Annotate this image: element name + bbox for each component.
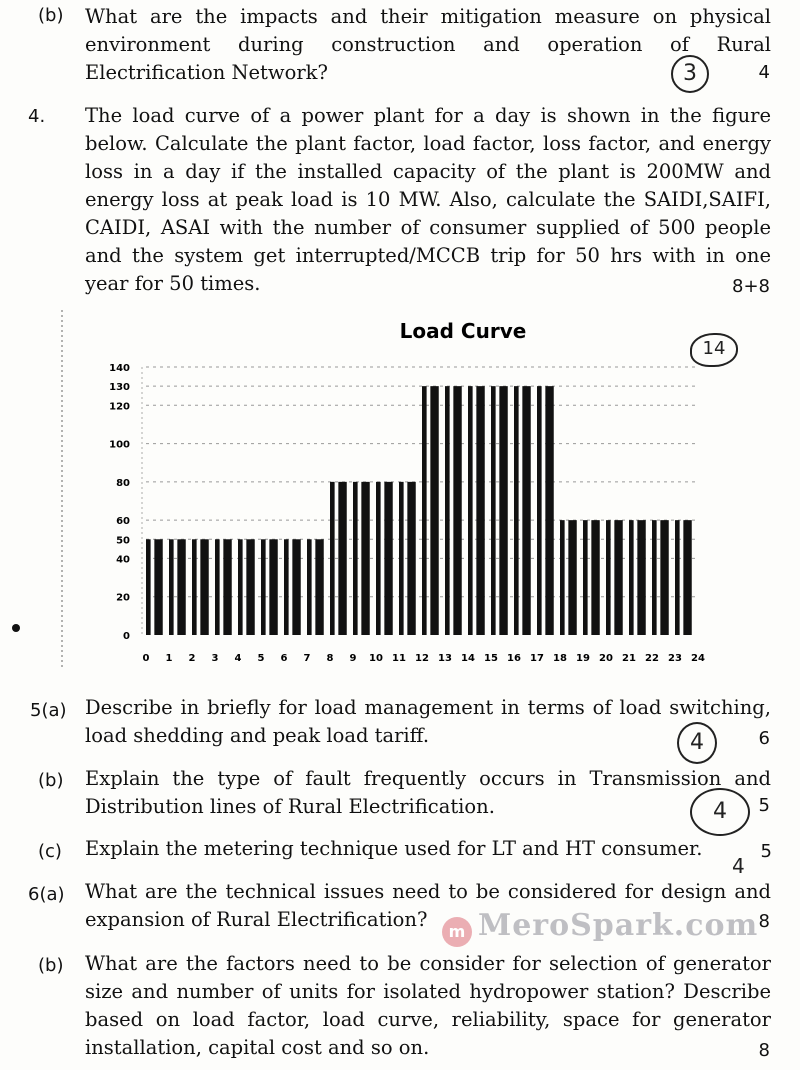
- x-tick-label: 9: [349, 653, 357, 664]
- bar-edge-hour-22: [652, 520, 657, 635]
- x-tick-label: 19: [576, 653, 590, 664]
- question-text: The load curve of a power plant for a day is shown in the figure below. Calculate the plant factor, load factor, loss factor, and energy loss in a day if the installed capacity of the plant is 200MW and energy loss at peak load is 10 MW. Also, calculate the SAIDI,SAIFI, CAIDI, ASAI with the number of consumer supplied of 500 people and the system get interrupted/MCCB trip for 50 hrs with in one year for 50 times.: [85, 104, 771, 295]
- question-number: 4.: [28, 106, 46, 127]
- x-tick-label: 24: [691, 653, 705, 664]
- x-tick-label: 17: [530, 653, 544, 664]
- bar-hour-1: [177, 539, 185, 635]
- x-tick-label: 5: [257, 653, 265, 664]
- x-tick-label: 1: [165, 653, 173, 664]
- handwritten-circled-mark: 4: [690, 788, 750, 836]
- watermark-logo: m: [442, 917, 472, 947]
- bar-edge-hour-8: [330, 482, 335, 635]
- bar-hour-11: [407, 482, 415, 635]
- question-text: What are the impacts and their mitigation measure on physical environment during construction and operation of Rural Electrification Network?: [85, 5, 771, 84]
- question-number: (c): [38, 841, 62, 862]
- bar-hour-19: [591, 520, 599, 635]
- chart-bars: [146, 386, 692, 635]
- y-axis-ticks: [109, 363, 130, 642]
- bar-edge-hour-14: [468, 386, 473, 635]
- bar-edge-hour-21: [629, 520, 634, 635]
- handwritten-circled-mark: 3: [671, 55, 709, 93]
- question-number: 6(a): [28, 884, 65, 905]
- x-tick-label: 3: [211, 653, 219, 664]
- x-tick-label: 0: [142, 653, 150, 664]
- bar-hour-22: [660, 520, 668, 635]
- bar-hour-23: [683, 520, 691, 635]
- bar-edge-hour-0: [146, 539, 151, 635]
- bar-edge-hour-15: [491, 386, 496, 635]
- bar-edge-hour-3: [215, 539, 220, 635]
- y-tick-label: 80: [116, 477, 130, 489]
- x-tick-label: 21: [622, 653, 636, 664]
- question-text: Describe in briefly for load management in terms of load switching, load shedding and peak load tariff.: [85, 696, 771, 747]
- handwritten-note: 14: [690, 333, 738, 367]
- bar-hour-15: [499, 386, 507, 635]
- x-tick-label: 2: [188, 653, 196, 664]
- question-number: 5(a): [30, 700, 67, 721]
- bar-hour-21: [637, 520, 645, 635]
- x-tick-label: 11: [392, 653, 406, 664]
- bar-edge-hour-2: [192, 539, 197, 635]
- bar-edge-hour-9: [353, 482, 358, 635]
- x-tick-label: 22: [645, 653, 659, 664]
- question-number: (b): [38, 770, 64, 791]
- bar-edge-hour-11: [399, 482, 404, 635]
- bar-edge-hour-1: [169, 539, 174, 635]
- question-marks: 5: [760, 841, 772, 862]
- y-tick-label: 130: [109, 382, 130, 394]
- x-tick-label: 15: [484, 653, 498, 664]
- x-tick-label: 7: [303, 653, 311, 664]
- question-marks: 8: [758, 911, 770, 932]
- bar-hour-16: [522, 386, 530, 635]
- handwritten-circled-mark: 4: [677, 722, 717, 764]
- bar-edge-hour-4: [238, 539, 243, 635]
- x-tick-label: 6: [280, 653, 288, 664]
- bar-hour-8: [338, 482, 346, 635]
- bar-edge-hour-23: [675, 520, 680, 635]
- bar-hour-4: [246, 539, 254, 635]
- handwritten-note: 4: [732, 854, 745, 878]
- question-number: (b): [38, 955, 64, 976]
- x-tick-label: 8: [326, 653, 334, 664]
- y-tick-label: 0: [123, 631, 130, 642]
- bar-hour-18: [568, 520, 576, 635]
- x-tick-label: 4: [234, 653, 242, 664]
- y-tick-label: 40: [116, 554, 130, 566]
- bar-edge-hour-13: [445, 386, 450, 635]
- y-tick-label: 50: [116, 535, 130, 547]
- question-text: Explain the metering technique used for LT and HT consumer.: [85, 837, 703, 860]
- question-marks: 5: [758, 795, 770, 816]
- bar-hour-2: [200, 539, 208, 635]
- bar-hour-12: [430, 386, 438, 635]
- y-tick-label: 100: [109, 439, 130, 451]
- x-axis-ticks: [143, 653, 705, 664]
- question-marks: 4: [758, 62, 770, 83]
- bar-edge-hour-5: [261, 539, 266, 635]
- bar-edge-hour-19: [583, 520, 588, 635]
- x-tick-label: 20: [599, 653, 613, 664]
- y-tick-label: 120: [109, 401, 130, 413]
- bar-hour-10: [384, 482, 392, 635]
- bar-hour-5: [269, 539, 277, 635]
- y-tick-label: 20: [116, 592, 130, 604]
- bar-edge-hour-20: [606, 520, 611, 635]
- load-curve-chart: [0, 300, 800, 680]
- bar-hour-7: [315, 539, 323, 635]
- bar-hour-20: [614, 520, 622, 635]
- x-tick-label: 12: [415, 653, 429, 664]
- bar-edge-hour-7: [307, 539, 312, 635]
- bar-hour-14: [476, 386, 484, 635]
- bar-edge-hour-17: [537, 386, 542, 635]
- x-tick-label: 10: [369, 653, 383, 664]
- chart-title: Load Curve: [399, 319, 527, 343]
- question-text: What are the factors need to be consider for selection of generator size and number of units for isolated hydropower station? Describe based on load factor, load curve, reliability, space for generator installation, capital cost and so on.: [85, 952, 771, 1059]
- bar-hour-0: [154, 539, 162, 635]
- bar-hour-6: [292, 539, 300, 635]
- question-text: Explain the type of fault frequently occurs in Transmission and Distribution lines of Rural Electrification.: [85, 767, 771, 818]
- bar-edge-hour-16: [514, 386, 519, 635]
- x-tick-label: 14: [461, 653, 475, 664]
- bar-hour-3: [223, 539, 231, 635]
- x-tick-label: 23: [668, 653, 682, 664]
- question-marks: 8+8: [732, 276, 770, 297]
- x-tick-label: 13: [438, 653, 452, 664]
- bar-edge-hour-12: [422, 386, 427, 635]
- bar-hour-9: [361, 482, 369, 635]
- x-tick-label: 18: [553, 653, 567, 664]
- question-marks: 6: [758, 728, 770, 749]
- y-tick-label: 60: [116, 516, 130, 528]
- question-marks: 8: [758, 1040, 770, 1061]
- question-text: What are the technical issues need to be considered for design and expansion of Rural Electrification?: [85, 880, 771, 931]
- bar-hour-17: [545, 386, 553, 635]
- watermark-text: MeroSpark.com: [478, 908, 759, 943]
- question-number: (b): [38, 5, 64, 26]
- x-tick-label: 16: [507, 653, 521, 664]
- y-tick-label: 140: [109, 363, 130, 374]
- bar-edge-hour-6: [284, 539, 289, 635]
- punch-dot: [12, 624, 20, 632]
- bar-edge-hour-18: [560, 520, 565, 635]
- bar-edge-hour-10: [376, 482, 381, 635]
- bar-hour-13: [453, 386, 461, 635]
